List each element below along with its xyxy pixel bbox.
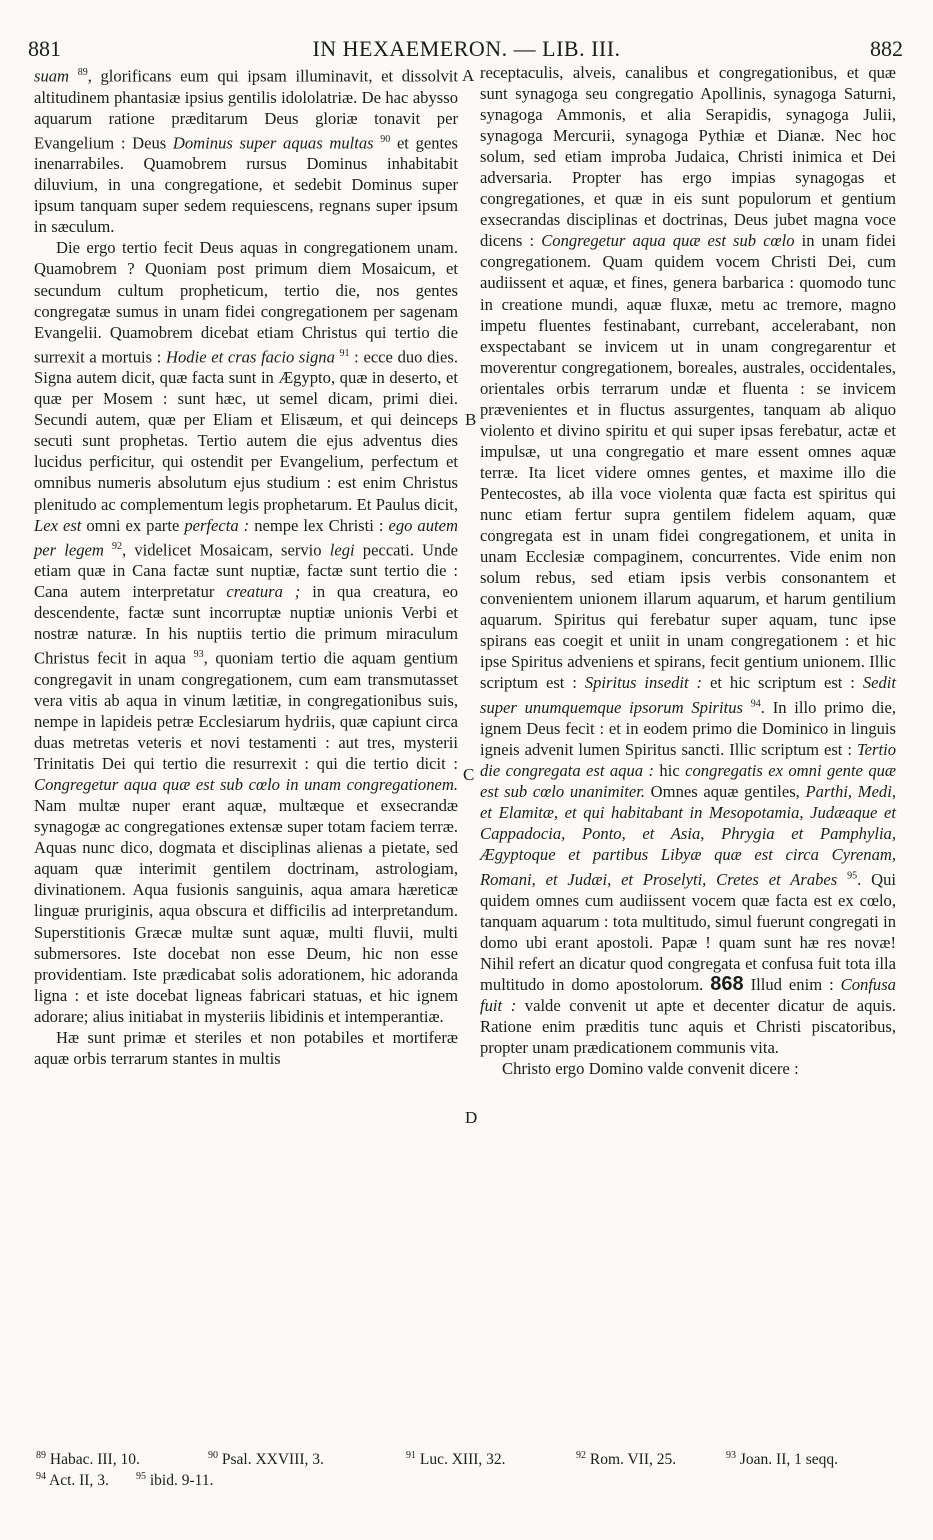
footnote-90: $^{90}$ Psal. XXVIII, 3.	[208, 1450, 324, 1469]
footnote-89: $^{89}$ Habac. III, 10.	[36, 1450, 140, 1469]
margin-letter-c: C	[463, 765, 475, 784]
footnote-91: $^{91}$ Luc. XIII, 32.	[406, 1450, 506, 1469]
left-paragraph-1: suam $^{89}$, glorificans eum qui ipsam illuminavit, et dissolvit altitudinem phantasiæ ipsius gentilis idololatriæ. De hac abysso aquarum ratione præditarum Deus gloriæ tonavit per Evangelium : Deus Dominus super aquas multas $^{90}$ et gentes inenarrabiles. Quamobrem rursus Dominus inhabitabit diluvium, in una congregatione, et sedebit Dominus super ipsum tanquam super sedem requiescens, regnans super ipsum in sæculum.	[34, 66, 458, 237]
page-header	[0, 36, 933, 62]
footnote-92: $^{92}$ Rom. VII, 25.	[576, 1450, 677, 1469]
margin-letter-b: B	[465, 410, 477, 429]
left-column	[34, 62, 458, 1069]
left-paragraph-3: Hæ sunt primæ et steriles et non potabiles et mortiferæ aquæ orbis terrarum stantes in multis	[34, 1027, 458, 1068]
right-page-number: 882	[870, 36, 903, 61]
footnotes	[36, 1445, 906, 1490]
page-marker: 868	[710, 973, 744, 996]
right-paragraph-2: Christo ergo Domino valde convenit dicere :	[502, 1059, 799, 1079]
margin-letter-d: D	[465, 1108, 478, 1127]
right-column	[480, 62, 896, 1079]
left-page-number: 881	[28, 36, 61, 61]
margin-letter-a: A	[462, 66, 475, 85]
left-paragraph-2: Die ergo tertio fecit Deus aquas in congregationem unam. Quamobrem ? Quoniam post primum diem Mosaicum, et secundum cultum propheticum, tertio die, nos gentes congregatæ sumus in unam fidei congregationem per sagenam Evangelii. Quamobrem dicebat etiam Christus qui tertio die surrexit a mortuis : Hodie et cras facio signa $^{91}$ : ecce duo dies. Signa autem dicit, quæ facta sunt in Ægypto, quæ in deserto, et quæ per Mosem : sunt hæc, ut semel dicam, primi diei. Secundi autem, quæ per Eliam et Elisæum, et qui deinceps secuti sunt prophetas. Tertio autem die ejus adventus dies lucidus perficitur, qui ostendit per Evangelium, perfectum et omnibus numeris absolutum ejus studium : est enim Christus plenitudo ac complementum legis prophetarum. Et Paulus dicit, Lex est omni ex parte perfecta : nempe lex Christi : ego autem per legem $^{92}$, videlicet Mosaicam, servio legi peccati. Unde etiam quæ in Cana factæ sunt nuptiæ, factæ sunt tertio die : Cana autem interpretatur creatura ; in qua creatura, eo descendente, factæ sunt incorruptæ nuptiæ unionis Verbi et nostræ naturæ. In his nuptiis tertio die primum miraculum Christus fecit in aqua $^{93}$, quoniam tertio die aquam gentium congregavit in unam congregationem, cum eam transmutasset vera vitis ab aqua in vinum lætitiæ, in congregationibus suis, nempe in lapideis petræ Ecclesiarum hydriis, quæ capiunt circa duas metretas veteris et novi testamenti : aut tres, mysterii Trinitatis Dei qui tertio die resurrexit : qui die tertio dicit : Congregetur aqua quæ est sub cœlo in unam congregationem. Nam multæ nuper erant aquæ, multæque et exsecrandæ synagogæ ac congregationes extensæ super totam faciem terræ. Aquas nunc dico, dogmata et disciplinas alienas a pietate, sed aquam quæ interimit gentilem doctrinam, astrologiam, divinationem. Aqua fusionis sanguinis, aqua amara hæreticæ linguæ pruriginis, aqua obscura et difficilis ad interpretandum. Superstitionis Græcæ multæ sunt aquæ, multi fluvii, multi submersores. Iste docebat non esse Deum, hic non esse providentiam. Iste prædicabat solis adorationem, hic adoranda ligna : et iste docebat ligneas fabricari statuas, et hic ignem adorare; alius initiabat in mysteriis libidinis et intemperantiæ.	[34, 238, 459, 1026]
footnote-93: $^{93}$ Joan. II, 1 seqq.	[726, 1450, 839, 1469]
footnote-line-1	[36, 1445, 906, 1469]
right-paragraph-1: receptaculis, alveis, canalibus et congregationibus, et quæ sunt synagoga seu congregatio Apollinis, synagoga Saturni, synagoga Ammonis, et alia Serapidis, synagoga Julii, synagoga Mercurii, synagoga Pythiæ et Dianæ. Nec hoc solum, sed etiam improba Judaica, Christi inimica et Dei adversaria. Propter has ergo impias synagogas et congregationes, et quæ in eis sunt populorum et gentium exsecrandas disciplinas et doctrinas, Deus jubet magna voce dicens : Congregetur aqua quæ est sub cœlo in unam fidei congregationem. Quam quidem vocem Christi Dei, cum audiissent et aquæ, et fines, genera barbarica : quomodo tunc in creatione mundi, aquæ fluxæ, metu ac tremore, magno impetu fluentes festinabant, currebant, accelerabant, non exspectabant se invicem ut in unam congregarentur et moverentur congregationem, boreales, australes, occidentales, orientales orbis terrarum undæ et fluenta : se invicem prævenientes et in fluctus assurgentes, tanquam ab aliquo violento et divino spiritu et qui super ipsas ferebatur, actæ et impulsæ, ut una congregatio et mare essent omnes aquæ terræ. Ita licet videre omnes gentes, et maxime illo die Pentecostes, ab illa voce violenta quæ facta est spiritus qui nunc etiam fertur supra gentilem fidelem aquam, quæ congregata est in unam fidei congregationem, et unita in unam Ecclesiæ compaginem, concurrentes. Vide enim non solum rebus, sed etiam ipsis verbis consonantem et convenientem unionem illarum aquarum, et harum gentilium aquarum. Spiritus qui ferebatur super aquam, tunc ipse spirans eas coegit et uniit in unam congregationem : et hic ipse Spiritus adveniens et spirans, fecit gentium unionem. Illic scriptum est : Spiritus insedit : et hic scriptum est : Sedit super unumquemque ipsorum Spiritus $^{94}$. In illo primo die, ignem Deus fecit : et in eodem primo die Dominico in linguis igneis advenit lumen Spiritus sancti. Illic scriptum est : Tertio die congregata est aqua : hic congregatis ex omni gente quæ est sub cœlo unanimiter. Omnes aquæ gentiles, Parthi, Medi, et Elamitæ, et qui habitabant in Mesopotamia, Judæaque et Cappadocia, Ponto, et Asia, Phrygia et Pamphylia, Ægyptoque et partibus Libyæ quæ est circa Cyrenam, Romani, et Judæi, et Proselyti, Cretes et Arabes $^{95}$. Qui quidem omnes cum audiissent vocem quæ facta est ex cœlo, tanquam aquarum : tota multitudo, simul fuerunt congregati in domo ubi erant apostoli. Papæ ! quam sunt hæ res novæ! Nihil refert an dicatur quod congregata et confusa fuit tota illa multitudo in domo apostolorum. 868 Illud enim : Confusa fuit : valde convenit ut apte et decenter dicatur de aquis. Ratione enim præditis tunc aquis et Christi piscatoribus, propter unam prædicationem communis vita.	[480, 63, 897, 1058]
running-title: IN HEXAEMERON. — LIB. III.	[312, 36, 621, 61]
footnote-95: $^{95}$ ibid. 9-11.	[136, 1471, 214, 1490]
footnote-94: $^{94}$ Act. II, 3.	[36, 1471, 109, 1490]
footnote-line-2	[36, 1466, 906, 1490]
